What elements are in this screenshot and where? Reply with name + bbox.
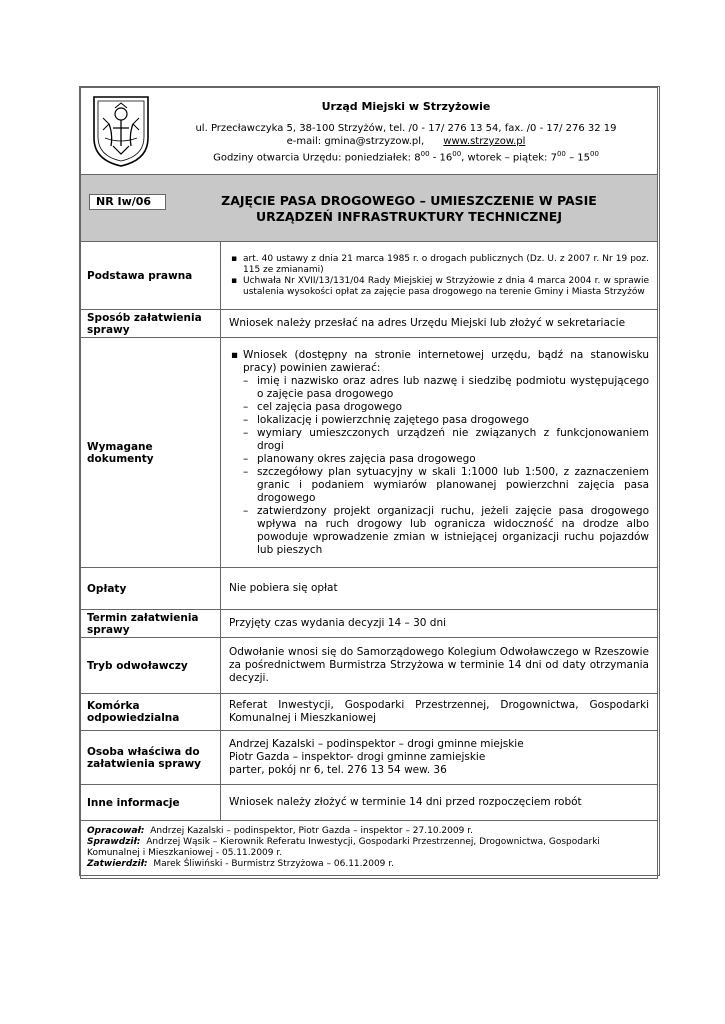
checked-label: Sprawdził: [87, 837, 141, 847]
documents-item: – wymiary umieszczonych urządzeń nie związanych z funkcjonowaniem drogi [243, 427, 649, 453]
person-line: Andrzej Kazalski – podinspektor – drogi gminne miejskie [229, 738, 524, 750]
fees-value: Nie pobiera się opłat [221, 568, 658, 610]
documents-value [221, 338, 658, 568]
title-band-cell [81, 175, 658, 242]
documents-item: – planowany okres zajęcia pasa drogowego [243, 453, 649, 466]
deadline-value: Przyjęty czas wydania decyzji 14 – 30 dni [221, 610, 658, 638]
info-table [80, 87, 658, 879]
appeal-value: Odwołanie wnosi się do Samorządowego Kolegium Odwoławczego w Rzeszowie za pośrednictwem Burmistrza Strzyżowa w terminie 14 dni od daty otrzymania decyzji. [221, 638, 658, 694]
legal-basis-label: Podstawa prawna [81, 242, 221, 310]
persons-value [221, 731, 658, 785]
legal-basis-value [221, 242, 658, 310]
approval-footer [81, 821, 658, 879]
unit-label: Komórka odpowiedzialna [81, 694, 221, 731]
documents-item: – cel zajęcia pasa drogowego [243, 401, 649, 414]
documents-item: – imię i nazwisko oraz adres lub nazwę i siedzibę podmiotu występującego o zajęcie pasa drogowego [243, 375, 649, 401]
town-crest-icon [91, 94, 151, 168]
legal-basis-item: ▪ Uchwała Nr XVII/13/131/04 Rady Miejskiej w Strzyżowie z dnia 4 marca 2004 r. w sprawie ustalenia wysokości opłat za zajęcie pasa drogowego na terenie Gminy i Miasta Strzyżów [229, 276, 649, 298]
approved-label: Zatwierdził: [87, 859, 148, 869]
documents-item: – lokalizację i powierzchnię zajętego pasa drogowego [243, 414, 649, 427]
document-number: NR Iw/06 [89, 194, 166, 210]
office-email: e-mail: gmina@strzyzow.pl, [286, 136, 425, 147]
other-info-value: Wniosek należy złożyć w terminie 14 dni przed rozpoczęciem robót [221, 785, 658, 821]
header-cell [81, 88, 658, 175]
prepared-by: Andrzej Kazalski – podinspektor, Piotr Gazda – inspektor – 27.10.2009 r. [150, 826, 473, 836]
method-label: Sposób załatwienia sprawy [81, 310, 221, 338]
document-title: ZAJĘCIE PASA DROGOWEGO – UMIESZCZENIE W PASIE URZĄDZEŃ INFRASTRUKTURY TECHNICZNEJ [221, 193, 597, 224]
person-line: Piotr Gazda – inspektor- drogi gminne zamiejskie [229, 751, 486, 763]
persons-label: Osoba właściwa do załatwienia sprawy [81, 731, 221, 785]
other-info-label: Inne informacje [81, 785, 221, 821]
fees-label: Opłaty [81, 568, 221, 610]
unit-value: Referat Inwestycji, Gospodarki Przestrzennej, Drogownictwa, Gospodarki Komunalnej i Mieszkaniowej [221, 694, 658, 731]
documents-intro: Wniosek (dostępny na stronie internetowej urzędu, bądź na stanowisku pracy) powinien zawierać: [243, 348, 649, 374]
prepared-label: Opracował: [87, 826, 145, 836]
documents-item: – szczegółowy plan sytuacyjny w skali 1:1000 lub 1:500, z zaznaczeniem granic i podaniem wymiarów planowanej powierzchni zajęcia pasa drogowego [243, 466, 649, 505]
deadline-label: Termin załatwienia sprawy [81, 610, 221, 638]
documents-item: – zatwierdzony projekt organizacji ruchu, jeżeli zajęcie pasa drogowego wpływa na ruch drogowy lub ogranicza widoczność na drodze albo powoduje wprowadzenie zmian w istniejącej organizacji ruchu pojazdów lub pieszych [243, 505, 649, 557]
website-link[interactable]: www.strzyzow.pl [443, 136, 526, 147]
legal-basis-item: ▪ art. 40 ustawy z dnia 21 marca 1985 r. o drogach publicznych (Dz. U. z 2007 r. Nr 19 poz. 115 ze zmianami) [229, 254, 649, 276]
approved-by: Marek Śliwiński - Burmistrz Strzyżowa – 06.11.2009 r. [153, 859, 395, 869]
office-address: ul. Przecławczyka 5, 38-100 Strzyżów, tel. /0 - 17/ 276 13 54, fax. /0 - 17/ 276 32 19 [195, 123, 617, 134]
opening-hours: Godziny otwarcia Urzędu: poniedziałek: $8^{00} - 16^{00}$, wtorek – piątek: $7^{00} - 15^{00}$ [213, 150, 599, 164]
person-line: parter, pokój nr 6, tel. 276 13 54 wew. 36 [229, 764, 447, 776]
document-sheet [79, 86, 660, 876]
documents-label: Wymagane dokumenty [81, 338, 221, 568]
office-name: Urząd Miejski w Strzyżowie [321, 100, 491, 113]
checked-by: Andrzej Wąsik – Kierownik Referatu Inwestycji, Gospodarki Przestrzennej, Drogownictwa, Gospodarki Komunalnej i Mieszkaniowej - 05.11.2009 r. [87, 837, 600, 858]
appeal-label: Tryb odwoławczy [81, 638, 221, 694]
method-value: Wniosek należy przesłać na adres Urzędu Miejski lub złożyć w sekretariacie [221, 310, 658, 338]
